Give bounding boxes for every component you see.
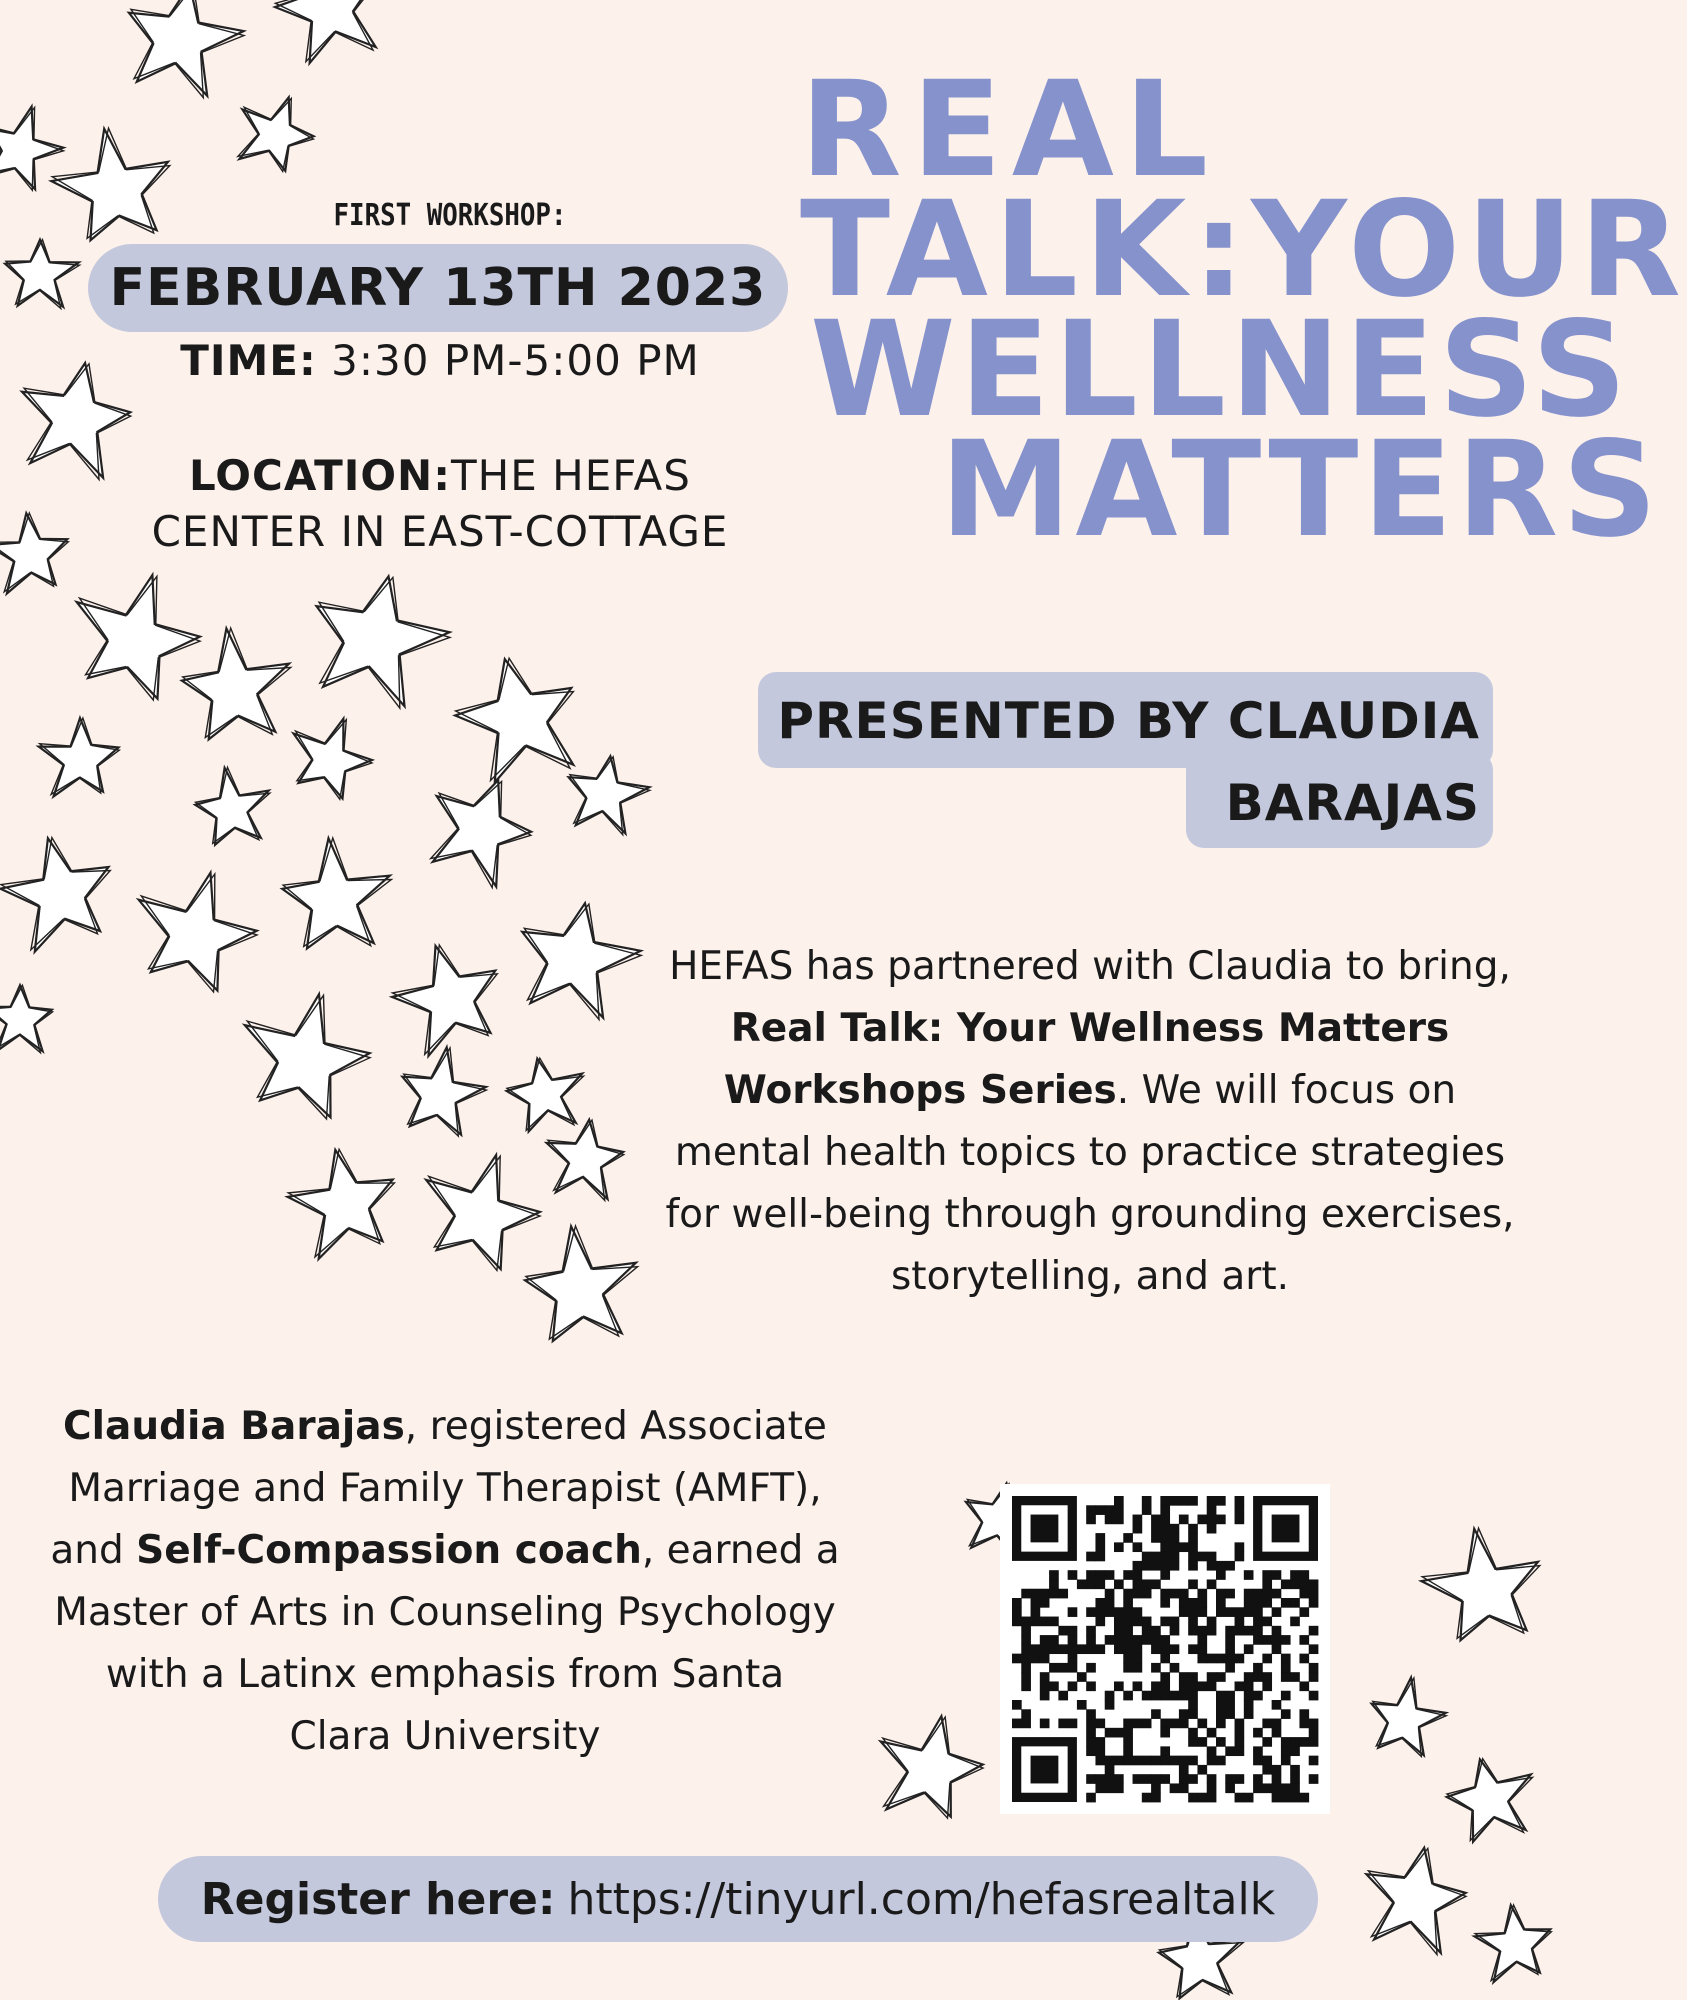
time-line [100,336,780,385]
star-outline-icon [525,1226,638,1341]
star-outline-icon [1475,1905,1552,1982]
title-line-2: TALK:YOUR [800,173,1687,327]
star-outline-icon [0,513,68,594]
title-line-1: REAL [800,53,1219,207]
star-outline-icon [282,838,391,949]
star-outline-icon [0,985,53,1052]
star-outline-icon [547,1120,624,1201]
presenter-badge [770,680,1480,844]
star-outline-icon [129,0,244,98]
star-outline-icon [245,994,370,1119]
star-outline-icon [1447,1759,1533,1842]
qr-code[interactable] [1000,1484,1330,1814]
page-title [790,53,1687,567]
partner-rest: . We will focus on mental health topics to practice strategies for well-being through grounding exercises, storytelling, and art. [665,1068,1515,1299]
presenter-line-1: PRESENTED BY CLAUDIA [777,692,1480,750]
star-outline-icon [275,0,376,63]
bio-text-2: , earned a Master of Arts in Counseling Psychology with a Latinx emphasis from Santa Clara University [54,1528,840,1759]
star-outline-icon [426,1155,540,1270]
star-outline-icon [317,576,450,708]
title-line-4: MATTERS [940,413,1662,567]
bio-role: Self-Compassion coach [136,1528,642,1573]
series-name: Real Talk: Your Wellness Matters Workshops Series [723,1006,1450,1113]
star-outline-icon [881,1716,983,1818]
star-outline-icon [182,628,291,739]
title-line-3: WELLNESS [810,293,1631,447]
star-outline-icon [51,128,169,240]
star-outline-icon [5,240,79,309]
presenter-line-2: BARAJAS [1225,774,1480,832]
star-outline-icon [39,718,120,796]
first-workshop-label: FIRST WORKSHOP: [333,198,567,233]
star-outline-icon [522,903,641,1019]
star-outline-icon [1372,1678,1447,1757]
bio-name: Claudia Barajas [63,1404,405,1449]
register-label: Register here: [200,1873,556,1925]
star-outline-icon [392,945,497,1056]
star-outline-icon [294,719,372,800]
star-outline-icon [0,838,110,952]
register-link[interactable]: https://tinyurl.com/hefasrealtalk [567,1873,1276,1925]
workshop-date: FEBRUARY 13TH 2023 [109,258,767,318]
location-value-1: THE HEFAS [451,451,691,500]
partner-intro: HEFAS has partnered with Claudia to bring, [669,944,1511,989]
qr-code-icon [1012,1496,1318,1802]
star-outline-icon [1421,1528,1539,1640]
star-outline-icon [195,767,270,844]
star-outline-icon [238,97,314,171]
time-label: TIME: [180,336,317,385]
star-outline-icon [455,658,573,782]
workshop-date-badge [88,244,788,332]
star-outline-icon [569,756,650,834]
star-outline-icon [139,873,257,992]
location-value-2: CENTER IN EAST-COTTAGE [151,507,729,556]
star-outline-icon [507,1058,584,1131]
star-outline-icon [288,1149,395,1259]
location-label: LOCATION: [189,451,451,500]
bio-text-1: , registered Associate Marriage and Family Therapist (AMFT), and [50,1404,827,1573]
partner-description [650,936,1530,1308]
star-outline-icon [1366,1848,1466,1955]
star-outline-icon [431,780,531,888]
time-value: 3:30 PM-5:00 PM [316,336,700,385]
location-block [90,448,790,560]
register-banner [158,1856,1318,1942]
star-outline-icon [402,1047,486,1136]
presenter-bio [50,1396,840,1768]
